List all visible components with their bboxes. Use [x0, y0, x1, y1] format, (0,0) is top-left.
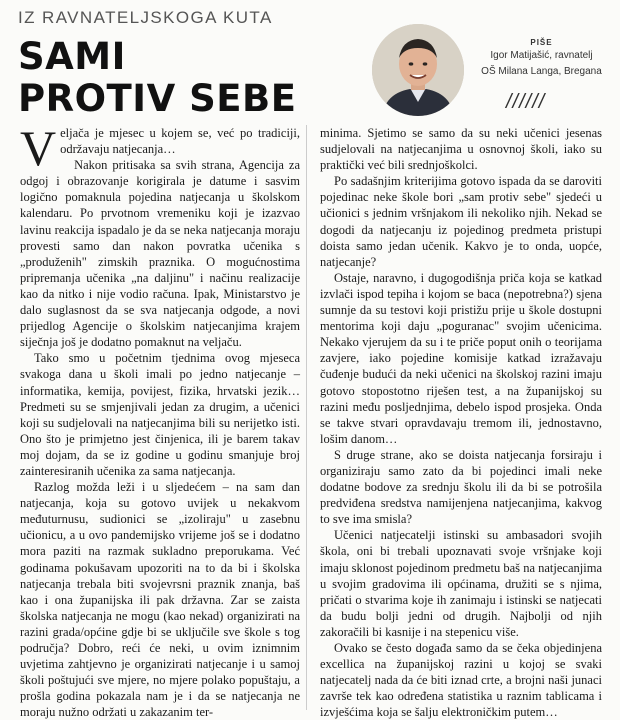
article-paragraph: Razlog možda leži i u sljedećem – na sam dan natjecanja, koja su gotovo uvijek u nekakvom međuturnusu, sudionici se „izoliraju" u zasebnu učionicu, a u ovo pandemijsko vrijeme još se i dodatno mora paziti na razmak sukladno preporukama. Već godinama pokušavam upozoriti na to da bi i školska natjecanja trebala biti svojevrsni praznik znanja, baš kao i ona županijska ili pak državna. Zar se zaista školska natjecanja ne mogu (kao nekad) organizirati na razini grada/općine gdje bi se uključile sve škole s tog područja? Dobro, reći će neki, u ovim iznimnim uvjetima zahtjevno je organizirati natjecanje i u samoj školi poštujući sve mjere, no mjere polako popuštaju, a prošla godina pokazala nam je i da se natjecanja ne moraju nužno održati u zakazanim ter-: [20, 480, 300, 720]
article-paragraph: minima. Sjetimo se samo da su neki učenici jesenas sudjelovali na natjecanjima u osnovnoj školi, iako su praktički već bili srednjoškolci.: [320, 126, 602, 173]
section-kicker: IZ RAVNATELJSKOGA KUTA: [18, 8, 273, 27]
author-school: OŠ Milana Langa, Bregana: [481, 66, 602, 77]
author-box: [469, 38, 614, 79]
decor-slashes: //////: [506, 91, 546, 113]
headline-line-1: SAMI: [18, 35, 126, 78]
article-paragraph: Veljača je mjesec u kojem se, već po tradiciji, održavaju natjecanja…: [20, 120, 300, 176]
author-name: Igor Matijašić, ravnatelj: [490, 50, 593, 61]
headline-line-2: PROTIV SEBE: [18, 77, 297, 120]
author-portrait: [372, 24, 464, 116]
article-paragraph: Nakon pritisaka sa svih strana, Agencija za odgoj i obrazovanje korigirala je datume i sasvim logično pomaknula pojedina natjecanja u školskom kalendaru. Po prvotnom vremeniku koji je izazvao lavinu reakcija ispadalo je da se neka natjecanja moraju provesti samo dan nakon povratka učenika s „produženih" zimskih praznika. O mogućnostima pripremanja učenika „na daljinu" i načinu realizacije kao da nitko i nije vodio računa. Ipak, Ministarstvo je dalo suglasnost da se sva natjecanja odgode, a novi prijedlog Agencije o školskim natjecanjima krajem siječnja još je dodatno pomaknut na veljaču.: [20, 158, 300, 350]
article-paragraph: Tako smo u početnim tjednima ovog mjeseca svakoga dana u školi imali po jedno natjecanje – informatika, kemija, povijest, fizika, hrvatski jezik… Predmeti su se smjenjivali jedan za drugim, a učenici koji su sudjelovali na natjecanjima bili su nerijetko isti. Ono što je primjetno jest činjenica, ili je barem takav moj dojam, da se iz godine u godinu smanjuje broj zainteresiranih učenika za sama natjecanja.: [20, 351, 300, 478]
article-paragraph: Ovako se često događa samo da se čeka objedinjena excellica na županijskoj razini u kojoj se svaki natjecatelj nada da će biti iznad crte, a brojni naši junaci završe tek kao određena statistika u raznim tablicama i izvješćima koja se šalju elektroničkim putem…: [320, 641, 602, 720]
article-column-right: [320, 125, 602, 720]
author-label: PIŠE: [530, 38, 553, 47]
article-paragraph: Ostaje, naravno, i dugogodišnja priča koja se katkad izvlači ispod tepiha i kojom se baca (nepotrebna?) sjena sumnje da su testovi koji pristižu prije u škole dostupni mentorima koji daju „poguranac" svojim učenicima. Nekako vjerujem da su i te priče poput onih o teorijama zavjere, iako pojedine komisije katkad izražavaju čuđenje budući da neki učenici na školskoj razini imaju gotovo stopostotno riješen test, a na županijskoj su razini među posljednjima, debelo ispod prosjeka. Onda se takve stvari opravdavaju tremom ili, jednostavno, lošim danom…: [320, 270, 602, 446]
article-column-left: [20, 120, 300, 720]
column-divider: [306, 125, 307, 710]
drop-cap: V: [20, 120, 57, 176]
article-paragraph: S druge strane, ako se doista natjecanja forsiraju i organiziraju samo zato da bi pojedinci imali neke dodatne bodove za srednju školu ili da bi se potrošila predviđena sredstva namijenjena natjecanjima, kakvog to sve ima smisla?: [320, 447, 602, 527]
headline: [18, 36, 296, 120]
article-paragraph: Po sadašnjim kriterijima gotovo ispada da se daroviti pojedinac neke škole bori „sam protiv sebe" sjedeći u učionici s jednim vršnjakom ili nekoliko njih. Nekad se dogodi da natjecanju iz pojedinog predmeta pristupi doista samo jedan učenik. Kakvo je to onda, uopće, natjecanje?: [320, 174, 602, 269]
article-paragraph: Učenici natjecatelji istinski su ambasadori svojih škola, oni bi trebali upoznavati svoje vršnjake koji imaju sklonost pojedinom predmetu baš na natjecanjima u svojim gradovima ili općinama, družiti se s njima, pričati o stvarima koje ih zanimaju i istinski se natjecati da budu bolji jedni od drugih. Najbolji od njih zakoračili bi kasnije i na stepenicu više.: [320, 528, 602, 639]
